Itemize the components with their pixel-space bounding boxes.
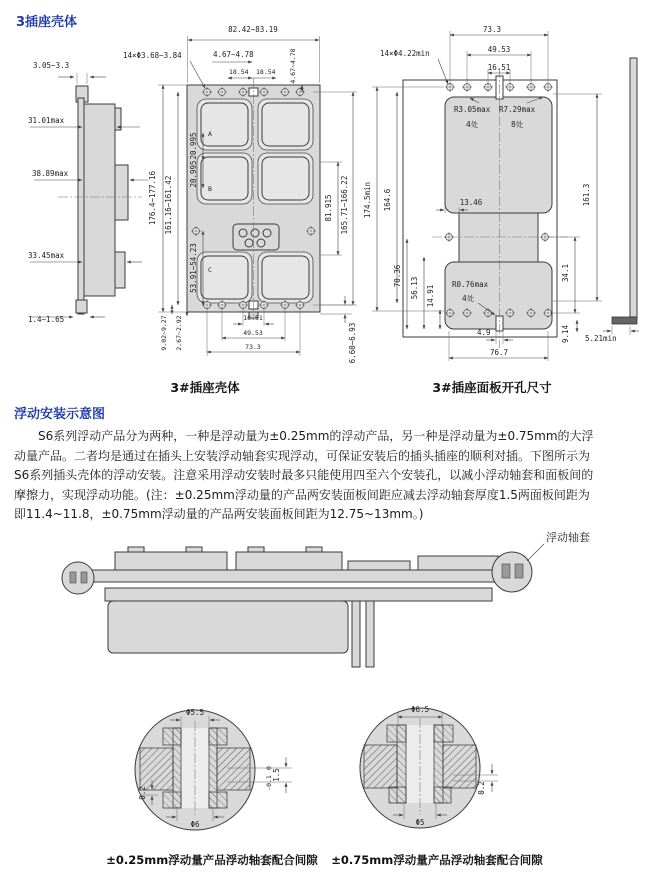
dim-front-mid-span: 81.915 xyxy=(324,194,333,222)
dim-front-bottom-p1: 16.51 xyxy=(243,314,263,322)
bushing-detail-balloon-left xyxy=(62,562,94,594)
dim-panel-neck-offset: 13.46 xyxy=(459,198,483,207)
dim-panel-hole-span: 164.6 xyxy=(383,188,392,212)
paragraph-line: 即11.4~11.8，±0.75mm浮动量的产品两安装面板间距为12.75~13mm。) xyxy=(14,507,424,521)
dim-panel-flange-d: 5.21min xyxy=(585,334,617,343)
dim-front-foot-d1: 9.02~9.27 xyxy=(160,315,168,351)
dim-left-tol-lower: -0.1 xyxy=(265,775,273,791)
dim-panel-bottom-w: 76.7 xyxy=(489,348,509,357)
dim-left-tol-upper: 0 xyxy=(265,766,273,770)
paragraph-line: 动量产品。二者均是通过在插头上安装浮动轴套实现浮动，可保证安装后的插头插座的顺利对插。下图所示为 xyxy=(14,448,591,463)
dim-front-module-pitch2: 20.995 xyxy=(189,160,198,188)
dim-front-flange-h: 6.60~6.93 xyxy=(348,322,357,364)
dim-front-overall-height: 176.4~177.16 xyxy=(148,170,157,226)
floating-install-diagram xyxy=(0,525,660,850)
dim-front-hole-pitch1: 18.54 xyxy=(229,68,249,76)
detail-left-caption: ±0.25mm浮动量产品浮动轴套配合间隙 xyxy=(106,853,318,867)
dim-panel-radius1: R3.05max xyxy=(454,105,491,114)
dim-side-w2: 38.89max xyxy=(32,169,69,178)
dim-panel-radius2-count: 8处 xyxy=(511,120,524,129)
dim-front-hole-span-v2: 165.71~166.22 xyxy=(340,175,349,235)
front-view-caption: 3#插座壳体 xyxy=(170,380,240,395)
paragraph-line: S6系列浮动产品分为两种，一种是浮动量为±0.25mm的浮动产品，另一种是浮动量为±0.75mm的大浮 xyxy=(38,429,594,443)
dim-panel-radius2: R7.29max xyxy=(499,105,536,114)
dim-front-overall-width: 82.42~83.19 xyxy=(228,25,278,34)
detail-right-caption: ±0.75mm浮动量产品浮动轴套配合间隙 xyxy=(331,853,543,867)
dim-front-module-pitch1: 20.995 xyxy=(189,132,198,160)
assembly-cross-section xyxy=(62,530,590,667)
dim-panel-hole-spec: 14×Φ4.22min xyxy=(380,49,430,58)
dim-panel-right-d1: 34.1 xyxy=(561,263,570,283)
dim-right-gap: 0.2 xyxy=(477,781,486,795)
housing-drawings xyxy=(0,0,660,400)
dim-panel-overall-h: 174.5min xyxy=(363,181,372,219)
front-view-drawing xyxy=(123,25,357,395)
dim-front-lower-span: 53.91~54.23 xyxy=(189,243,198,293)
dim-panel-slot-w: 4.9 xyxy=(477,328,491,337)
dim-panel-left-d1: 70.36 xyxy=(393,264,402,288)
dim-panel-radius3-count: 4处 xyxy=(462,294,475,303)
dim-right-dia-bottom: Φ5 xyxy=(415,818,425,827)
dim-panel-left-d3: 14.91 xyxy=(426,284,435,308)
bushing-callout-balloon xyxy=(492,552,532,592)
dim-right-dia-top: Φ6.5 xyxy=(410,705,430,714)
section-title-housing: 3插座壳体 xyxy=(16,15,78,30)
dim-front-bottom-p2: 49.53 xyxy=(243,329,263,337)
dim-front-hole-spec: 14×Φ3.68~3.84 xyxy=(123,51,182,60)
dim-side-tip: 1.4~1.65 xyxy=(28,315,65,324)
dim-panel-cutout-h: 161.3 xyxy=(582,183,591,207)
ref-point-a: A xyxy=(208,130,212,138)
dim-left-depth: 1.5 xyxy=(272,768,281,782)
section-title-floating: 浮动安装示意图 xyxy=(14,407,106,422)
dim-side-w3: 33.45max xyxy=(28,251,65,260)
dim-panel-top-p2: 49.53 xyxy=(487,45,511,54)
ref-point-b: B xyxy=(208,185,212,193)
dim-side-w1: 31.01max xyxy=(28,116,65,125)
dim-front-foot-d2: 2.67~2.92 xyxy=(175,315,183,351)
dim-side-thickness: 3.05~3.3 xyxy=(33,61,70,70)
dim-front-hole-pitch2: 18.54 xyxy=(256,68,276,76)
dim-front-edge-offset: 4.67~4.78 xyxy=(213,50,254,59)
dim-panel-edge-d: 9.14 xyxy=(561,324,570,344)
floating-description xyxy=(14,427,654,525)
dim-panel-radius1-count: 4处 xyxy=(466,120,479,129)
dim-panel-radius3: R0.76max xyxy=(452,280,489,289)
dim-panel-top-p1: 73.3 xyxy=(482,25,502,34)
dim-front-edge-offset-v: 4.67~4.78 xyxy=(289,48,297,84)
floating-bushing-label: 浮动轴套 xyxy=(546,531,590,544)
bushing-detail-right xyxy=(360,705,498,828)
dim-panel-top-p3: 16.51 xyxy=(487,63,511,72)
paragraph-line: 摩擦力，实现浮动功能。(注：±0.25mm浮动量的产品两安装面板间距应减去浮动轴套厚度1.5两面板间距为 xyxy=(14,487,590,502)
paragraph-line: S6系列插头壳体的浮动安装。注意采用浮动安装时最多只能使用四至六个安装孔，以减小浮动轴套和面板间的 xyxy=(14,468,594,482)
dim-front-bottom-p3: 73.3 xyxy=(245,343,261,351)
dim-left-dia-top: Φ5.5 xyxy=(185,708,205,717)
bushing-detail-left xyxy=(135,708,292,830)
dim-left-gap: 0.2 xyxy=(138,786,147,800)
dim-panel-left-d2: 56.13 xyxy=(410,276,419,300)
panel-view-caption: 3#插座面板开孔尺寸 xyxy=(432,380,552,395)
dim-left-dia-bottom: Φ6 xyxy=(190,820,200,829)
side-view-drawing xyxy=(28,61,148,324)
ref-point-c: C xyxy=(208,266,212,274)
dim-front-hole-span-v: 161.16~161.42 xyxy=(164,175,173,235)
panel-cutout-drawing xyxy=(363,25,639,395)
